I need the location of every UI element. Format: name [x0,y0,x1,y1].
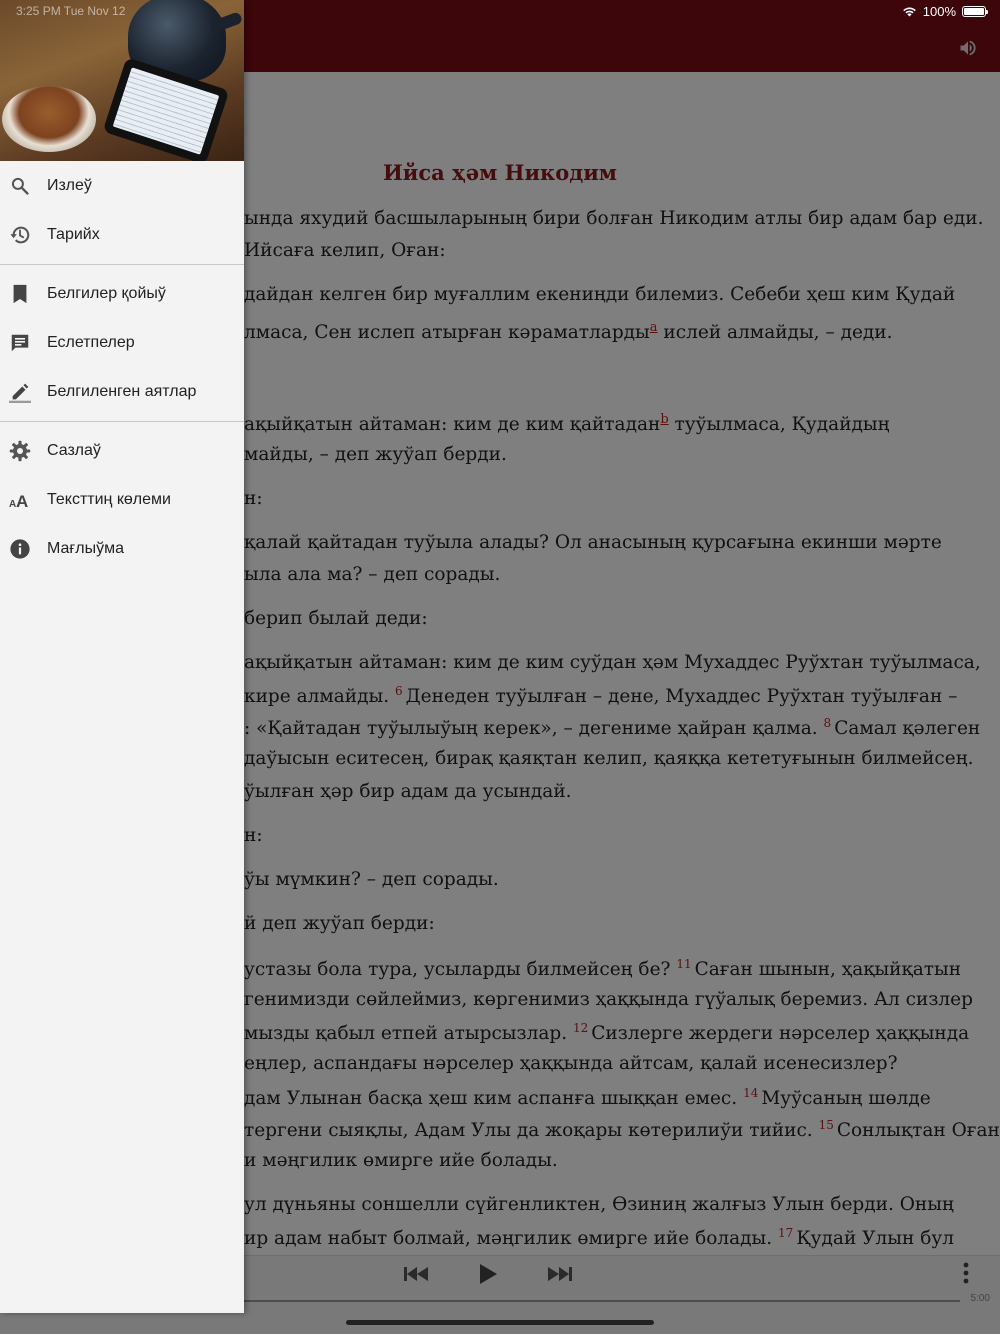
gear-icon [9,440,31,462]
drawer-item-label: Белгиленген аятлар [47,382,197,400]
phone-screen-shape [113,67,220,154]
battery-icon [962,6,986,17]
home-indicator[interactable] [346,1320,654,1325]
drawer-item-label: Мағлыўма [47,539,124,557]
drawer-item-gear[interactable] [0,426,244,475]
battery-percent: 100% [922,4,956,19]
search-icon [9,175,31,197]
highlight-pen-icon [9,381,31,403]
drawer-menu [0,161,244,573]
history-icon [9,224,31,246]
bookmark-icon [9,283,31,305]
drawer-item-label: Тексттиң көлеми [47,490,171,508]
drawer-item-label: Еслетпелер [47,333,135,351]
drawer-item-history[interactable] [0,210,244,259]
tea-bowl-shape [2,86,96,152]
drawer-divider [0,421,244,422]
notes-icon [9,332,31,354]
status-time: 3:25 PM Tue Nov 12 [16,4,126,18]
drawer-item-text-size[interactable] [0,475,244,524]
svg-text:A: A [16,491,29,510]
drawer-item-label: Сазлаў [47,441,101,459]
drawer-item-highlight-pen[interactable] [0,367,244,416]
navigation-drawer [0,0,244,1313]
drawer-item-label: Излеў [47,176,92,194]
wifi-icon [902,6,917,17]
drawer-item-search[interactable] [0,161,244,210]
drawer-header-photo [0,0,244,161]
text-size-icon [9,489,31,511]
drawer-item-bookmark[interactable] [0,269,244,318]
status-indicators [902,4,986,19]
svg-text:A: A [9,498,17,510]
drawer-divider [0,264,244,265]
drawer-item-notes[interactable] [0,318,244,367]
drawer-item-label: Тарийх [47,225,100,243]
drawer-item-label: Белгилер қойыў [47,284,166,302]
info-icon [9,538,31,560]
battery-level [964,8,984,15]
drawer-item-info[interactable] [0,524,244,573]
